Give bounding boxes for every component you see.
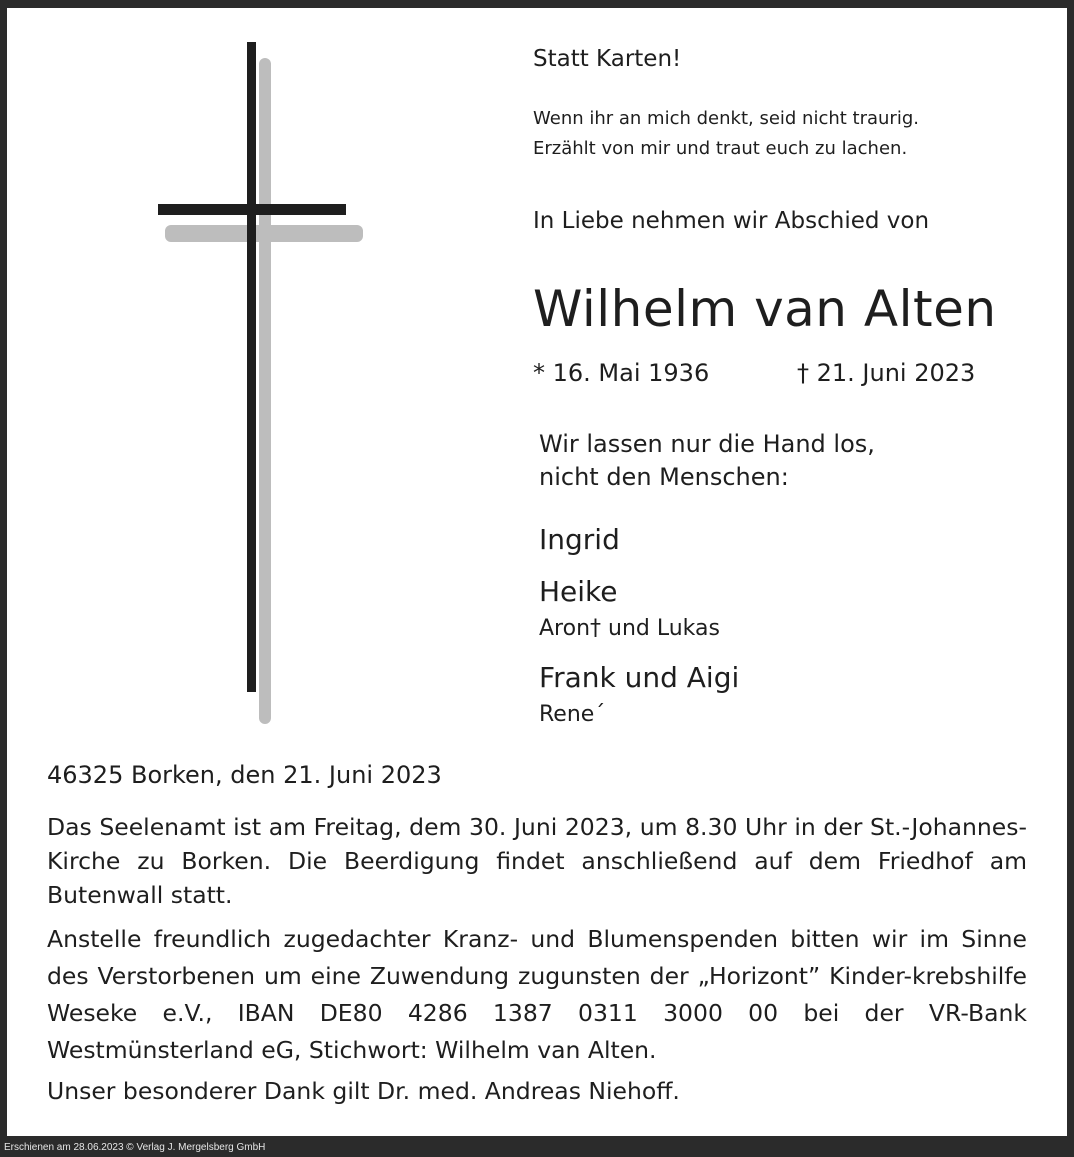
death-date: † 21. Juni 2023 (797, 359, 976, 387)
family-children-heike: Aron† und Lukas (539, 616, 720, 641)
family-member-ingrid: Ingrid (539, 523, 620, 556)
obituary-notice (7, 8, 1067, 1136)
cross-shadow-vertical (259, 58, 271, 724)
quote-line-2: Erzählt von mir und traut euch zu lachen. (533, 138, 908, 159)
cross-vertical (247, 42, 256, 692)
quote-line-1: Wenn ihr an mich denkt, seid nicht traurig. (533, 108, 919, 129)
family-member-frank-aigi: Frank und Aigi (539, 661, 740, 694)
motto-line-2: nicht den Menschen: (539, 463, 789, 491)
birth-date: * 16. Mai 1936 (533, 359, 710, 387)
place-date: 46325 Borken, den 21. Juni 2023 (47, 761, 442, 789)
cross-shadow-horizontal (165, 225, 363, 242)
deceased-name: Wilhelm van Alten (533, 280, 997, 338)
intro-text: In Liebe nehmen wir Abschied von (533, 208, 930, 234)
family-children-frank-aigi: Rene´ (539, 702, 606, 727)
motto (539, 428, 875, 494)
publication-footer: Erschienen am 28.06.2023 © Verlag J. Mergelsberg GmbH (4, 1142, 266, 1153)
thanks-paragraph: Unser besonderer Dank gilt Dr. med. Andreas Niehoff. (47, 1077, 680, 1105)
family-member-heike: Heike (539, 575, 618, 608)
donation-paragraph: Anstelle freundlich zugedachter Kranz- und Blumenspenden bitten wir im Sinne des Verstorbenen um eine Zuwendung zugunsten der „Horizont” Kinder-krebshilfe Weseke e.V., IBAN DE80 4286 1387 0311 3000 00 bei der VR-Bank Westmünsterland eG, Stichwort: Wilhelm van Alten. (47, 925, 1027, 1064)
service-paragraph: Das Seelenamt ist am Freitag, dem 30. Juni 2023, um 8.30 Uhr in der St.-Johannes-Kirche zu Borken. Die Beerdigung findet anschließend auf dem Friedhof am Butenwall statt. (47, 813, 1027, 909)
cross-horizontal (158, 204, 346, 215)
statt-karten-heading: Statt Karten! (533, 46, 682, 72)
motto-line-1: Wir lassen nur die Hand los, (539, 430, 875, 458)
quote (533, 104, 919, 164)
